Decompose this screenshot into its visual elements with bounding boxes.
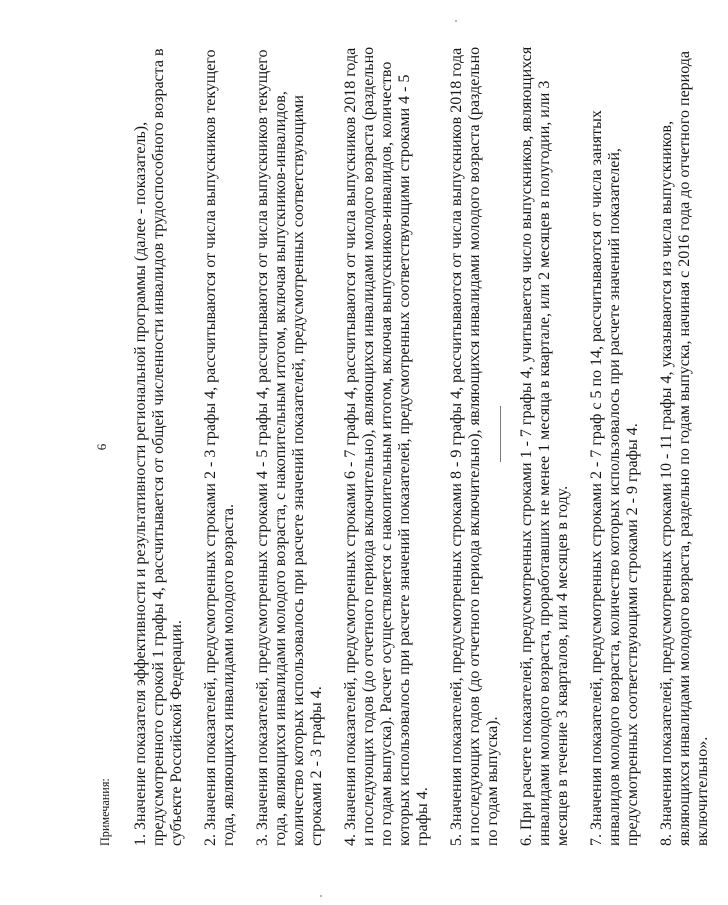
note-paragraph-6: 6. При расчете показателей, предусмотренных строками 1 - 7 графы 4, учитывается число выпускников, являющихся инвалидами молодого возраста, проработавших не менее 1 месяца в квартале, или 2 месяцев в полугодии, или 3 месяцев в течение 3 кварталов, или 4 месяцев в году. xyxy=(517,46,571,846)
note-paragraph-4: 4. Значения показателей, предусмотренных строками 6 - 7 графы 4, рассчитываются от числа выпускников 2018 года и последующих годов (до отчетного периода включительно), являющихся инвалидами молодого возраста (раздельно по годам выпуска). Расчет осуществляется с накопительным итогом, включая выпускников-инвалидов, количество которых использовалось при расчете значений показателей, предусмотренных соответствующими строками 4 - 5 графы 4. xyxy=(341,46,431,846)
note-paragraph-1: 1. Значение показателя эффективности и результативности региональной программы (далее - показатель), предусмотренного строкой 1 графы 4, рассчитывается от общей численности инвалидов трудоспособного возраста в субъекте Российской Федерации. xyxy=(131,48,185,846)
notes-heading: Примечания: xyxy=(98,778,112,846)
page-number: 6 xyxy=(94,443,109,451)
scan-speck xyxy=(320,895,322,897)
notes-block xyxy=(96,46,711,846)
separator-line xyxy=(500,406,501,462)
scan-speck xyxy=(455,20,457,22)
note-paragraph-2: 2. Значения показателей, предусмотренных строками 2 - 3 графы 4, рассчитываются от числа выпускников текущего года, являющихся инвалидами молодого возраста. xyxy=(201,49,237,846)
note-paragraph-3: 3. Значения показателей, предусмотренных строками 4 - 5 графы 4, рассчитываются от числа выпускников текущего года, являющихся инвалидами молодого возраста, с накопительным итогом, включая выпускников-инвалидов, количество которых использовалось при расчете значений показателей, предусмотренных соответствующими строками 2 - 3 графы 4. xyxy=(253,49,325,846)
note-paragraph-7: 7. Значения показателей, предусмотренных строками 2 - 7 граф с 5 по 14, рассчитываются от числа занятых инвалидов молодого возраста, количество которых использовалось при расчете значений показателей, предусмотренных соответствующими строками 2 - 9 графы 4. xyxy=(587,110,641,846)
note-paragraph-8: 8. Значения показателей, предусмотренных строками 10 - 11 графы 4, указываются из числа выпускников, являющихся инвалидами молодого возраста, раздельно по годам выпуска, начиная с 2016 года до отчетного периода включительно». xyxy=(657,50,711,846)
note-paragraph-5: 5. Значения показателей, предусмотренных строками 8 - 9 графы 4, рассчитываются от числа выпускников 2018 года и последующих годов (до отчетного периода включительно), являющихся инвалидами молодого возраста (раздельно по годам выпуска). xyxy=(447,46,501,846)
